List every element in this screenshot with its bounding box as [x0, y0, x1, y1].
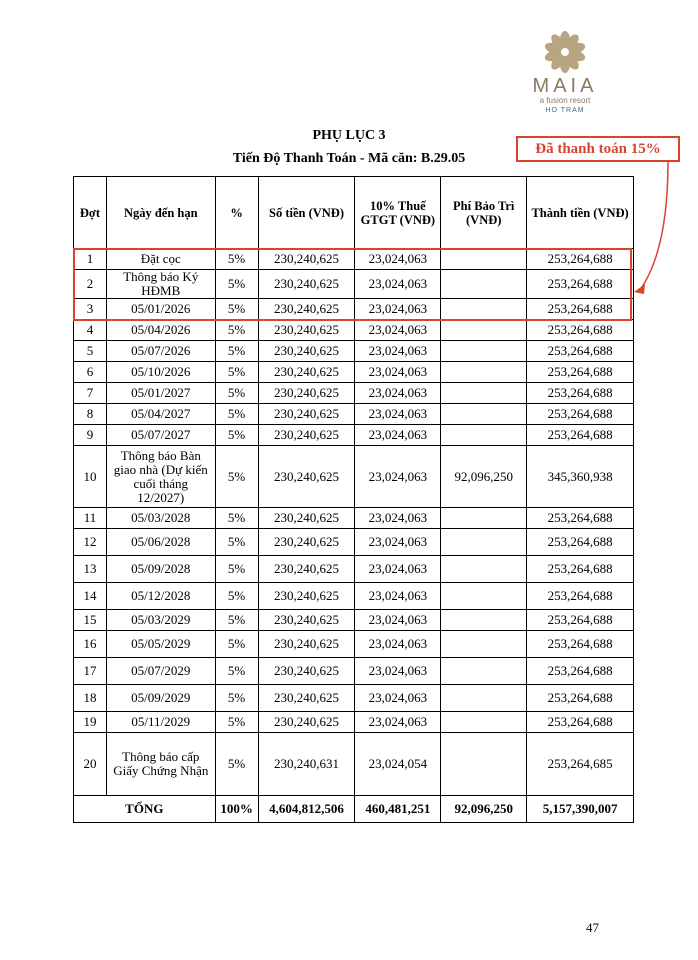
cell-vat: 23,024,063	[355, 425, 441, 446]
cell-amount: 230,240,625	[258, 249, 355, 270]
cell-vat: 23,024,063	[355, 446, 441, 508]
table-row	[74, 446, 634, 508]
cell-total-amount: 253,264,688	[527, 610, 634, 631]
cell-amount: 230,240,625	[258, 631, 355, 658]
cell-maintenance-fee	[441, 658, 527, 685]
cell-amount: 230,240,625	[258, 583, 355, 610]
cell-total-amount: 253,264,688	[527, 341, 634, 362]
cell-installment: 12	[74, 529, 107, 556]
cell-total-amount: 253,264,688	[527, 685, 634, 712]
cell-due-date: 05/06/2028	[106, 529, 215, 556]
table-row	[74, 733, 634, 796]
schedule-subtitle: Tiến Độ Thanh Toán - Mã căn: B.29.05	[232, 151, 466, 166]
cell-percent: 5%	[215, 249, 258, 270]
header-due-date: Ngày đến hạn	[106, 177, 215, 249]
cell-amount: 230,240,625	[258, 712, 355, 733]
cell-installment: 15	[74, 610, 107, 631]
table-row	[74, 383, 634, 404]
cell-total-amount: 253,264,688	[527, 404, 634, 425]
cell-percent: 5%	[215, 685, 258, 712]
cell-installment: 17	[74, 658, 107, 685]
cell-due-date: 05/11/2029	[106, 712, 215, 733]
cell-vat: 23,024,063	[355, 362, 441, 383]
cell-total-amount: 253,264,688	[527, 529, 634, 556]
cell-due-date: 05/03/2029	[106, 610, 215, 631]
cell-due-date: 05/03/2028	[106, 508, 215, 529]
cell-percent: 5%	[215, 446, 258, 508]
cell-amount: 230,240,625	[258, 341, 355, 362]
cell-percent: 5%	[215, 362, 258, 383]
cell-installment: 9	[74, 425, 107, 446]
cell-amount: 230,240,625	[258, 446, 355, 508]
cell-installment: 16	[74, 631, 107, 658]
cell-due-date: 05/04/2027	[106, 404, 215, 425]
cell-vat: 23,024,063	[355, 508, 441, 529]
paid-badge: Đã thanh toán 15%	[516, 136, 680, 162]
cell-total-amount: 253,264,688	[527, 320, 634, 341]
cell-installment: 1	[74, 249, 107, 270]
cell-vat: 23,024,063	[355, 249, 441, 270]
cell-vat: 23,024,063	[355, 529, 441, 556]
cell-maintenance-fee	[441, 610, 527, 631]
cell-due-date: 05/09/2029	[106, 685, 215, 712]
logo-brand: MAIA	[532, 75, 598, 97]
cell-percent: 5%	[215, 425, 258, 446]
cell-percent: 5%	[215, 404, 258, 425]
flower-logo-icon	[543, 30, 587, 74]
cell-vat: 23,024,063	[355, 610, 441, 631]
cell-due-date: 05/04/2026	[106, 320, 215, 341]
table-row	[74, 631, 634, 658]
cell-amount: 230,240,625	[258, 529, 355, 556]
table-row	[74, 362, 634, 383]
paid-installments-highlight	[73, 248, 632, 321]
table-row	[74, 712, 634, 733]
header-amount: Số tiền (VNĐ)	[258, 177, 355, 249]
cell-maintenance-fee	[441, 685, 527, 712]
cell-due-date: 05/10/2026	[106, 362, 215, 383]
cell-installment: 7	[74, 383, 107, 404]
cell-installment: 20	[74, 733, 107, 796]
cell-vat: 23,024,063	[355, 320, 441, 341]
total-amount: 4,604,812,506	[258, 796, 355, 823]
cell-total-amount: 253,264,685	[527, 733, 634, 796]
cell-amount: 230,240,625	[258, 299, 355, 320]
cell-percent: 5%	[215, 320, 258, 341]
cell-due-date: Thông báo cấp Giấy Chứng Nhận	[106, 733, 215, 796]
cell-due-date: 05/01/2027	[106, 383, 215, 404]
cell-percent: 5%	[215, 712, 258, 733]
cell-total-amount: 253,264,688	[527, 583, 634, 610]
cell-vat: 23,024,054	[355, 733, 441, 796]
table-row	[74, 508, 634, 529]
cell-percent: 5%	[215, 529, 258, 556]
table-row	[74, 583, 634, 610]
cell-percent: 5%	[215, 631, 258, 658]
header-total-amount: Thành tiền (VNĐ)	[527, 177, 634, 249]
logo-subtitle: a fusion resort	[539, 96, 591, 105]
cell-total-amount: 253,264,688	[527, 299, 634, 320]
cell-amount: 230,240,625	[258, 508, 355, 529]
header-maintenance-fee: Phí Bảo Trì (VNĐ)	[441, 177, 527, 249]
total-grand: 5,157,390,007	[527, 796, 634, 823]
cell-total-amount: 253,264,688	[527, 383, 634, 404]
cell-total-amount: 253,264,688	[527, 270, 634, 299]
cell-percent: 5%	[215, 341, 258, 362]
cell-total-amount: 253,264,688	[527, 362, 634, 383]
cell-amount: 230,240,625	[258, 404, 355, 425]
cell-total-amount: 345,360,938	[527, 446, 634, 508]
cell-vat: 23,024,063	[355, 299, 441, 320]
cell-due-date: 05/07/2026	[106, 341, 215, 362]
cell-installment: 14	[74, 583, 107, 610]
cell-amount: 230,240,625	[258, 685, 355, 712]
appendix-title: PHỤ LỤC 3	[312, 128, 386, 143]
table-row	[74, 341, 634, 362]
cell-maintenance-fee	[441, 425, 527, 446]
total-maintenance-fee: 92,096,250	[441, 796, 527, 823]
cell-maintenance-fee	[441, 529, 527, 556]
maia-logo	[530, 30, 600, 130]
cell-maintenance-fee	[441, 583, 527, 610]
cell-due-date: 05/07/2029	[106, 658, 215, 685]
cell-vat: 23,024,063	[355, 341, 441, 362]
total-percent: 100%	[215, 796, 258, 823]
table-row	[74, 425, 634, 446]
cell-vat: 23,024,063	[355, 712, 441, 733]
cell-installment: 4	[74, 320, 107, 341]
cell-percent: 5%	[215, 508, 258, 529]
cell-maintenance-fee	[441, 631, 527, 658]
cell-percent: 5%	[215, 733, 258, 796]
cell-maintenance-fee	[441, 556, 527, 583]
total-label: TỔNG	[74, 796, 216, 823]
total-vat: 460,481,251	[355, 796, 441, 823]
cell-total-amount: 253,264,688	[527, 631, 634, 658]
table-row	[74, 529, 634, 556]
cell-installment: 11	[74, 508, 107, 529]
cell-vat: 23,024,063	[355, 631, 441, 658]
table-row	[74, 610, 634, 631]
cell-due-date: Thông báo Bàn giao nhà (Dự kiến cuối tháng 12/2027)	[106, 446, 215, 508]
cell-due-date: 05/05/2029	[106, 631, 215, 658]
cell-due-date: 05/12/2028	[106, 583, 215, 610]
cell-percent: 5%	[215, 383, 258, 404]
cell-total-amount: 253,264,688	[527, 425, 634, 446]
cell-percent: 5%	[215, 270, 258, 299]
cell-total-amount: 253,264,688	[527, 712, 634, 733]
table-header-row	[74, 177, 634, 249]
cell-installment: 19	[74, 712, 107, 733]
cell-installment: 18	[74, 685, 107, 712]
cell-amount: 230,240,625	[258, 610, 355, 631]
cell-vat: 23,024,063	[355, 383, 441, 404]
cell-percent: 5%	[215, 658, 258, 685]
cell-amount: 230,240,625	[258, 362, 355, 383]
cell-amount: 230,240,631	[258, 733, 355, 796]
cell-percent: 5%	[215, 610, 258, 631]
cell-installment: 5	[74, 341, 107, 362]
cell-percent: 5%	[215, 556, 258, 583]
cell-percent: 5%	[215, 299, 258, 320]
cell-amount: 230,240,625	[258, 556, 355, 583]
cell-vat: 23,024,063	[355, 556, 441, 583]
cell-installment: 3	[74, 299, 107, 320]
cell-vat: 23,024,063	[355, 404, 441, 425]
cell-vat: 23,024,063	[355, 583, 441, 610]
cell-maintenance-fee: 92,096,250	[441, 446, 527, 508]
table-row	[74, 320, 634, 341]
cell-maintenance-fee	[441, 383, 527, 404]
table-row	[74, 556, 634, 583]
cell-total-amount: 253,264,688	[527, 249, 634, 270]
cell-installment: 10	[74, 446, 107, 508]
cell-amount: 230,240,625	[258, 383, 355, 404]
header-percent: %	[215, 177, 258, 249]
cell-maintenance-fee	[441, 712, 527, 733]
cell-maintenance-fee	[441, 320, 527, 341]
table-row	[74, 404, 634, 425]
cell-total-amount: 253,264,688	[527, 658, 634, 685]
page-number: 47	[586, 920, 599, 935]
cell-installment: 2	[74, 270, 107, 299]
header-installment: Đợt	[74, 177, 107, 249]
cell-due-date: Đặt cọc	[106, 249, 215, 270]
cell-total-amount: 253,264,688	[527, 508, 634, 529]
cell-due-date: 05/01/2026	[106, 299, 215, 320]
cell-installment: 13	[74, 556, 107, 583]
cell-due-date: Thông báo Ký HĐMB	[106, 270, 215, 299]
cell-maintenance-fee	[441, 341, 527, 362]
logo-location: HO TRAM	[545, 107, 585, 114]
cell-maintenance-fee	[441, 362, 527, 383]
cell-total-amount: 253,264,688	[527, 556, 634, 583]
table-row	[74, 685, 634, 712]
table-row	[74, 658, 634, 685]
cell-maintenance-fee	[441, 508, 527, 529]
cell-maintenance-fee	[441, 733, 527, 796]
cell-amount: 230,240,625	[258, 425, 355, 446]
cell-amount: 230,240,625	[258, 270, 355, 299]
total-row	[74, 796, 634, 823]
cell-installment: 6	[74, 362, 107, 383]
cell-due-date: 05/07/2027	[106, 425, 215, 446]
cell-amount: 230,240,625	[258, 658, 355, 685]
cell-maintenance-fee	[441, 404, 527, 425]
cell-percent: 5%	[215, 583, 258, 610]
cell-installment: 8	[74, 404, 107, 425]
cell-vat: 23,024,063	[355, 685, 441, 712]
cell-vat: 23,024,063	[355, 658, 441, 685]
header-vat: 10% Thuế GTGT (VNĐ)	[355, 177, 441, 249]
cell-due-date: 05/09/2028	[106, 556, 215, 583]
cell-amount: 230,240,625	[258, 320, 355, 341]
cell-vat: 23,024,063	[355, 270, 441, 299]
